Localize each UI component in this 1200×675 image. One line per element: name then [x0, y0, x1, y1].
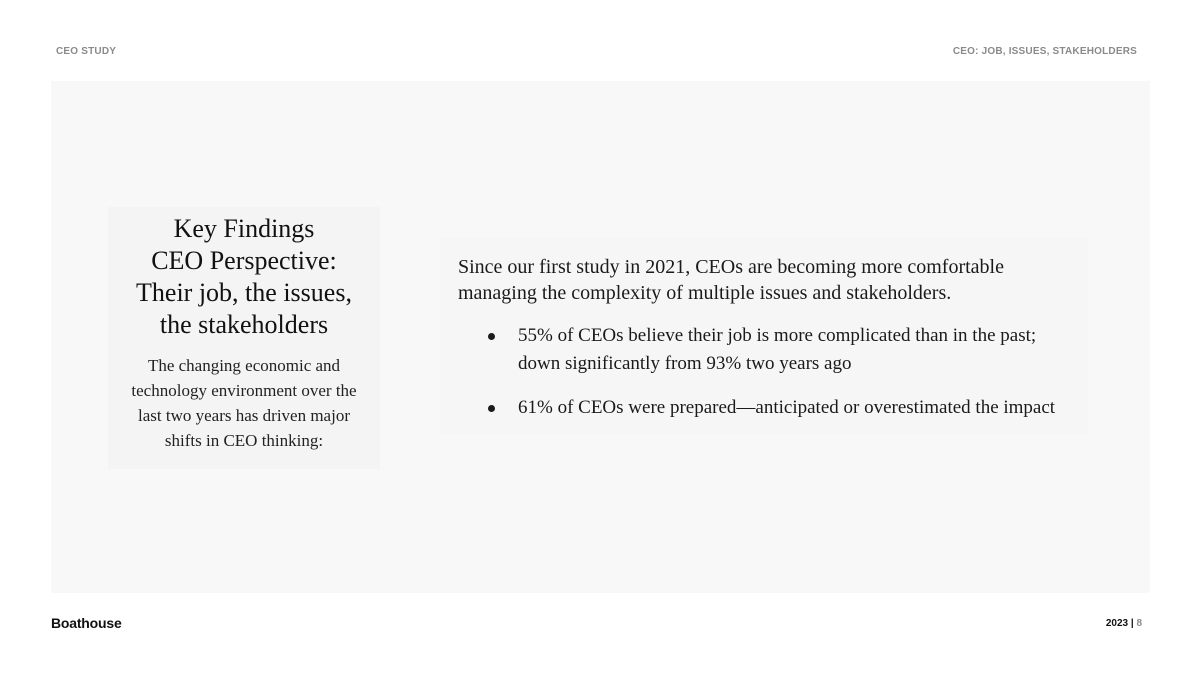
findings-lead-text: Since our first study in 2021, CEOs are becoming more comfortable managing the complexity of multiple issues and stakeholders. [458, 256, 1004, 304]
page-number: 8 [1136, 618, 1142, 629]
findings-detail-card [440, 238, 1088, 434]
title-line: the stakeholders [159, 310, 329, 339]
title-line: CEO Perspective: [151, 246, 337, 275]
bullet-text: 61% of CEOs were prepared—anticipated or overestimated the impact [518, 397, 1056, 418]
header-section-label: CEO STUDY [56, 46, 117, 57]
bullet-text: 55% of CEOs believe their job is more complicated than in the past; down significantly from 93% two years ago [518, 325, 1037, 374]
footer-year: 2023 | [1105, 618, 1134, 629]
findings-bullet-list [458, 322, 1078, 438]
boathouse-logo: Boathouse [51, 615, 122, 631]
bullet-dot-icon [488, 333, 495, 340]
title-line: Key Findings [173, 214, 315, 243]
header-topic-label: CEO: JOB, ISSUES, STAKEHOLDERS [952, 46, 1137, 57]
key-findings-title [108, 213, 380, 341]
footer-page-info [1106, 618, 1142, 629]
bullet-item [458, 394, 1078, 422]
key-findings-card [108, 207, 380, 469]
title-line: Their job, the issues, [136, 278, 352, 307]
key-findings-subtitle: The changing economic and technology environment over the last two years has driven major shifts in CEO thinking: [131, 356, 357, 450]
bullet-item [458, 322, 1078, 378]
bullet-dot-icon [488, 405, 495, 412]
